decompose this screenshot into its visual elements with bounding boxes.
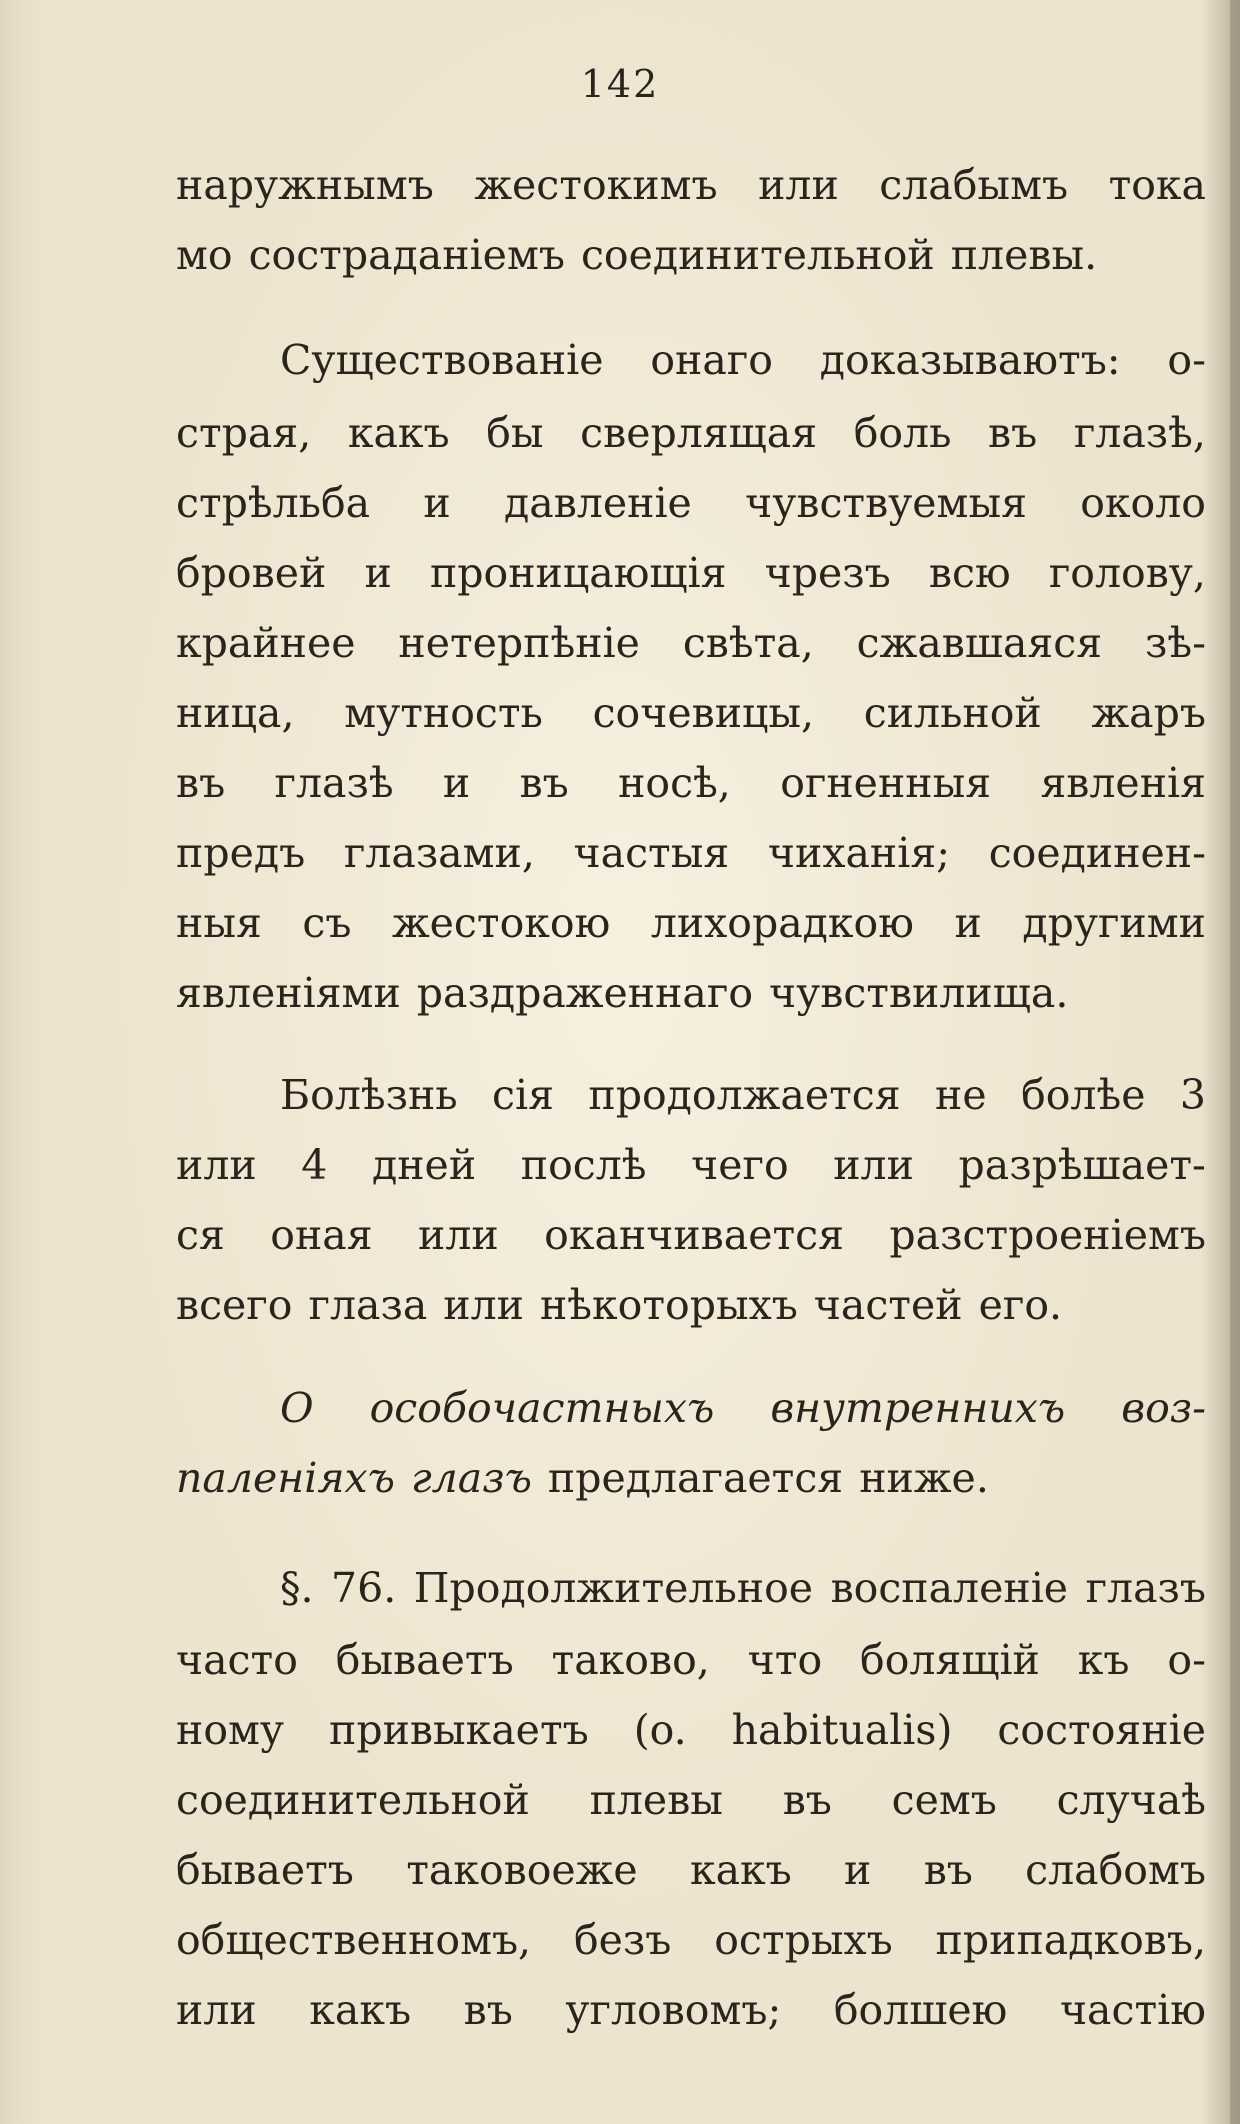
text-line: ныя съ жестокою лихорадкою и другими [176, 899, 1206, 947]
text-line: или какъ въ угловомъ; болшею частію [176, 1986, 1206, 2034]
text-line: ному привыкаетъ (o. habitualis) состояніе [176, 1706, 1206, 1754]
text-line: соединительной плевы въ семъ случаѣ [176, 1776, 1206, 1824]
text-line: ся оная или оканчивается разстроеніемъ [176, 1211, 1206, 1259]
text-line: бровей и проницающія чрезъ всю голову, [176, 549, 1206, 597]
text-line: §. 76. Продолжительное воспаленіе глазъ [280, 1564, 1206, 1612]
text-line: ница, мутность сочевицы, сильной жаръ [176, 689, 1206, 737]
text-line: наружнымъ жестокимъ или слабымъ тока [176, 161, 1206, 209]
text-line: крайнее нетерпѣніе свѣта, сжавшаяся зѣ- [176, 619, 1206, 667]
text-line: предъ глазами, частыя чиханія; соединен- [176, 829, 1206, 877]
text-line: Болѣзнь сія продолжается не болѣе 3 [280, 1071, 1206, 1119]
text-line: бываетъ таковоеже какъ и въ слабомъ [176, 1846, 1206, 1894]
text-line: Существованіе онаго доказываютъ: о- [280, 336, 1206, 384]
text-line: стрѣльба и давленіе чувствуемыя около [176, 479, 1206, 527]
text-line: мо состраданіемъ соединительной плевы. [176, 231, 1098, 279]
text-line: часто бываетъ таково, что болящій къ о- [176, 1636, 1206, 1684]
page-number: 142 [580, 62, 660, 106]
text-line: общественномъ, безъ острыхъ припадковъ, [176, 1916, 1206, 1964]
text-line: всего глаза или нѣкоторыхъ частей его. [176, 1281, 1063, 1329]
text-line: явленіями раздраженнаго чувствилища. [176, 969, 1069, 1017]
text-line: или 4 дней послѣ чего или разрѣшает- [176, 1141, 1206, 1189]
page-edge-shadow [1230, 0, 1240, 2124]
text-line: О особочастныхъ внутреннихъ воз- [280, 1384, 1206, 1432]
text-line: паленіяхъ глазъ предлагается ниже. [176, 1454, 989, 1502]
text-line: страя, какъ бы сверлящая боль въ глазѣ, [176, 409, 1206, 457]
text-line: въ глазѣ и въ носѣ, огненныя явленія [176, 759, 1206, 807]
